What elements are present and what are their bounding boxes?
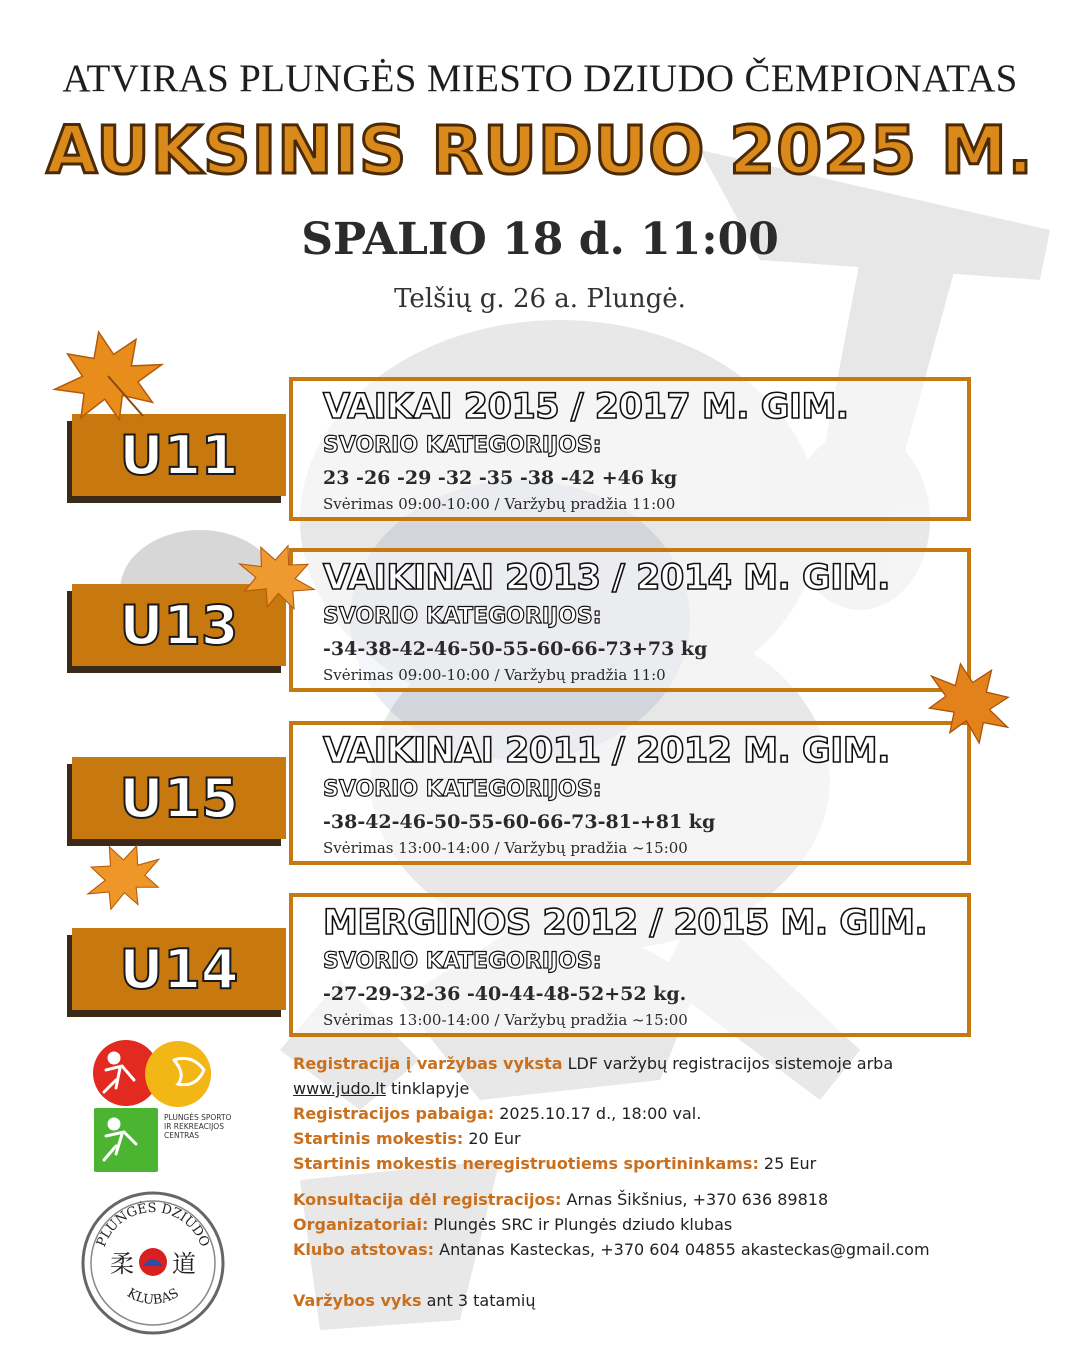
- info-value: Antanas Kasteckas, +370 604 04855 akasteckas@gmail.com: [434, 1240, 930, 1259]
- judo-club-logo: [80, 1190, 226, 1336]
- info-key: Startinis mokestis:: [293, 1129, 464, 1148]
- info-key: Konsultacija dėl registracijos:: [293, 1190, 562, 1209]
- maple-leaf-icon: [80, 836, 166, 916]
- sports-centre-logo-text: PLUNGĖS SPORTO IR REKREACIJOS CENTRAS: [164, 1113, 232, 1140]
- category-title: MERGINOS 2012 / 2015 M. GIM.: [323, 903, 928, 943]
- category-title: VAIKINAI 2013 / 2014 M. GIM.: [323, 558, 890, 598]
- category-subtitle: SVORIO KATEGORIJOS:: [323, 777, 602, 802]
- weight-categories: 23 -26 -29 -32 -35 -38 -42 +46 kg: [323, 467, 678, 489]
- event-subtitle: ATVIRAS PLUNGĖS MIESTO DZIUDO ČEMPIONATAS: [62, 57, 1018, 100]
- sports-centre-logo: [92, 1040, 228, 1174]
- club-logo-bottom-text: KLUBAS: [124, 1285, 182, 1309]
- info-value: Plungės SRC ir Plungės dziudo klubas: [428, 1215, 733, 1234]
- info-value: 20 Eur: [463, 1129, 521, 1148]
- event-address: Telšių g. 26 a. Plungė.: [394, 284, 686, 314]
- info-value: 25 Eur: [758, 1154, 817, 1173]
- club-logo-top-text: PLUNGĖS DZIUDO: [94, 1200, 212, 1250]
- weight-categories: -34-38-42-46-50-55-60-66-73+73 kg: [323, 638, 708, 660]
- maple-leaf-icon: [920, 642, 1020, 760]
- weight-categories: -27-29-32-36 -40-44-48-52+52 kg.: [323, 983, 687, 1005]
- category-subtitle: SVORIO KATEGORIJOS:: [323, 949, 602, 974]
- info-value: 2025.10.17 d., 18:00 val.: [494, 1104, 702, 1123]
- info-key: Registracijos pabaiga:: [293, 1104, 495, 1123]
- info-value: LDF varžybų registracijos sistemoje arba: [562, 1054, 894, 1073]
- info-key: Klubo atstovas:: [293, 1240, 435, 1259]
- maple-leaf-icon: [48, 326, 168, 426]
- schedule-text: Svėrimas 13:00-14:00 / Varžybų pradžia ~15:00: [323, 1011, 688, 1029]
- category-box-u14: [289, 893, 971, 1037]
- category-title: VAIKINAI 2011 / 2012 M. GIM.: [323, 731, 890, 771]
- age-tag-u14: [72, 928, 286, 1010]
- info-value: tinklapyje: [385, 1079, 470, 1098]
- age-tag-label: U13: [119, 593, 239, 657]
- age-tag-label: U15: [119, 766, 239, 830]
- info-key: Registracija į varžybas vyksta: [293, 1054, 563, 1073]
- info-value: Arnas Šikšnius, +370 636 89818: [561, 1190, 829, 1209]
- info-key: Startinis mokestis neregistruotiems sportininkams:: [293, 1154, 759, 1173]
- age-tag-u15: [72, 757, 286, 839]
- category-subtitle: SVORIO KATEGORIJOS:: [323, 433, 602, 458]
- club-logo-glyph-right: 道: [172, 1250, 196, 1278]
- category-box-u13: [289, 548, 971, 692]
- age-tag-label: U14: [119, 937, 239, 1001]
- schedule-text: Svėrimas 13:00-14:00 / Varžybų pradžia ~15:00: [323, 839, 688, 857]
- category-subtitle: SVORIO KATEGORIJOS:: [323, 604, 602, 629]
- category-title: VAIKAI 2015 / 2017 M. GIM.: [323, 387, 849, 427]
- event-date-time: SPALIO 18 d. 11:00: [301, 214, 779, 265]
- info-key: Varžybos vyks: [293, 1291, 422, 1310]
- age-tag-u11: [72, 414, 286, 496]
- info-key: Organizatoriai:: [293, 1215, 429, 1234]
- age-tag-label: U11: [119, 423, 239, 487]
- schedule-text: Svėrimas 09:00-10:00 / Varžybų pradžia 11:00: [323, 495, 676, 513]
- category-box-u15: [289, 721, 971, 865]
- judo-website-link[interactable]: www.judo.lt: [293, 1079, 386, 1098]
- category-box-u11: [289, 377, 971, 521]
- maple-leaf-icon: [234, 534, 320, 618]
- tatami-info: [293, 1288, 535, 1313]
- registration-info: [293, 1051, 893, 1176]
- info-value: ant 3 tatamių: [421, 1291, 536, 1310]
- club-logo-glyph-left: 柔: [110, 1250, 134, 1278]
- weight-categories: -38-42-46-50-55-60-66-73-81-+81 kg: [323, 811, 716, 833]
- contact-info: [293, 1187, 930, 1262]
- event-title: AUKSINIS RUDUO 2025 M.: [46, 112, 1034, 189]
- schedule-text: Svėrimas 09:00-10:00 / Varžybų pradžia 11:0: [323, 666, 666, 684]
